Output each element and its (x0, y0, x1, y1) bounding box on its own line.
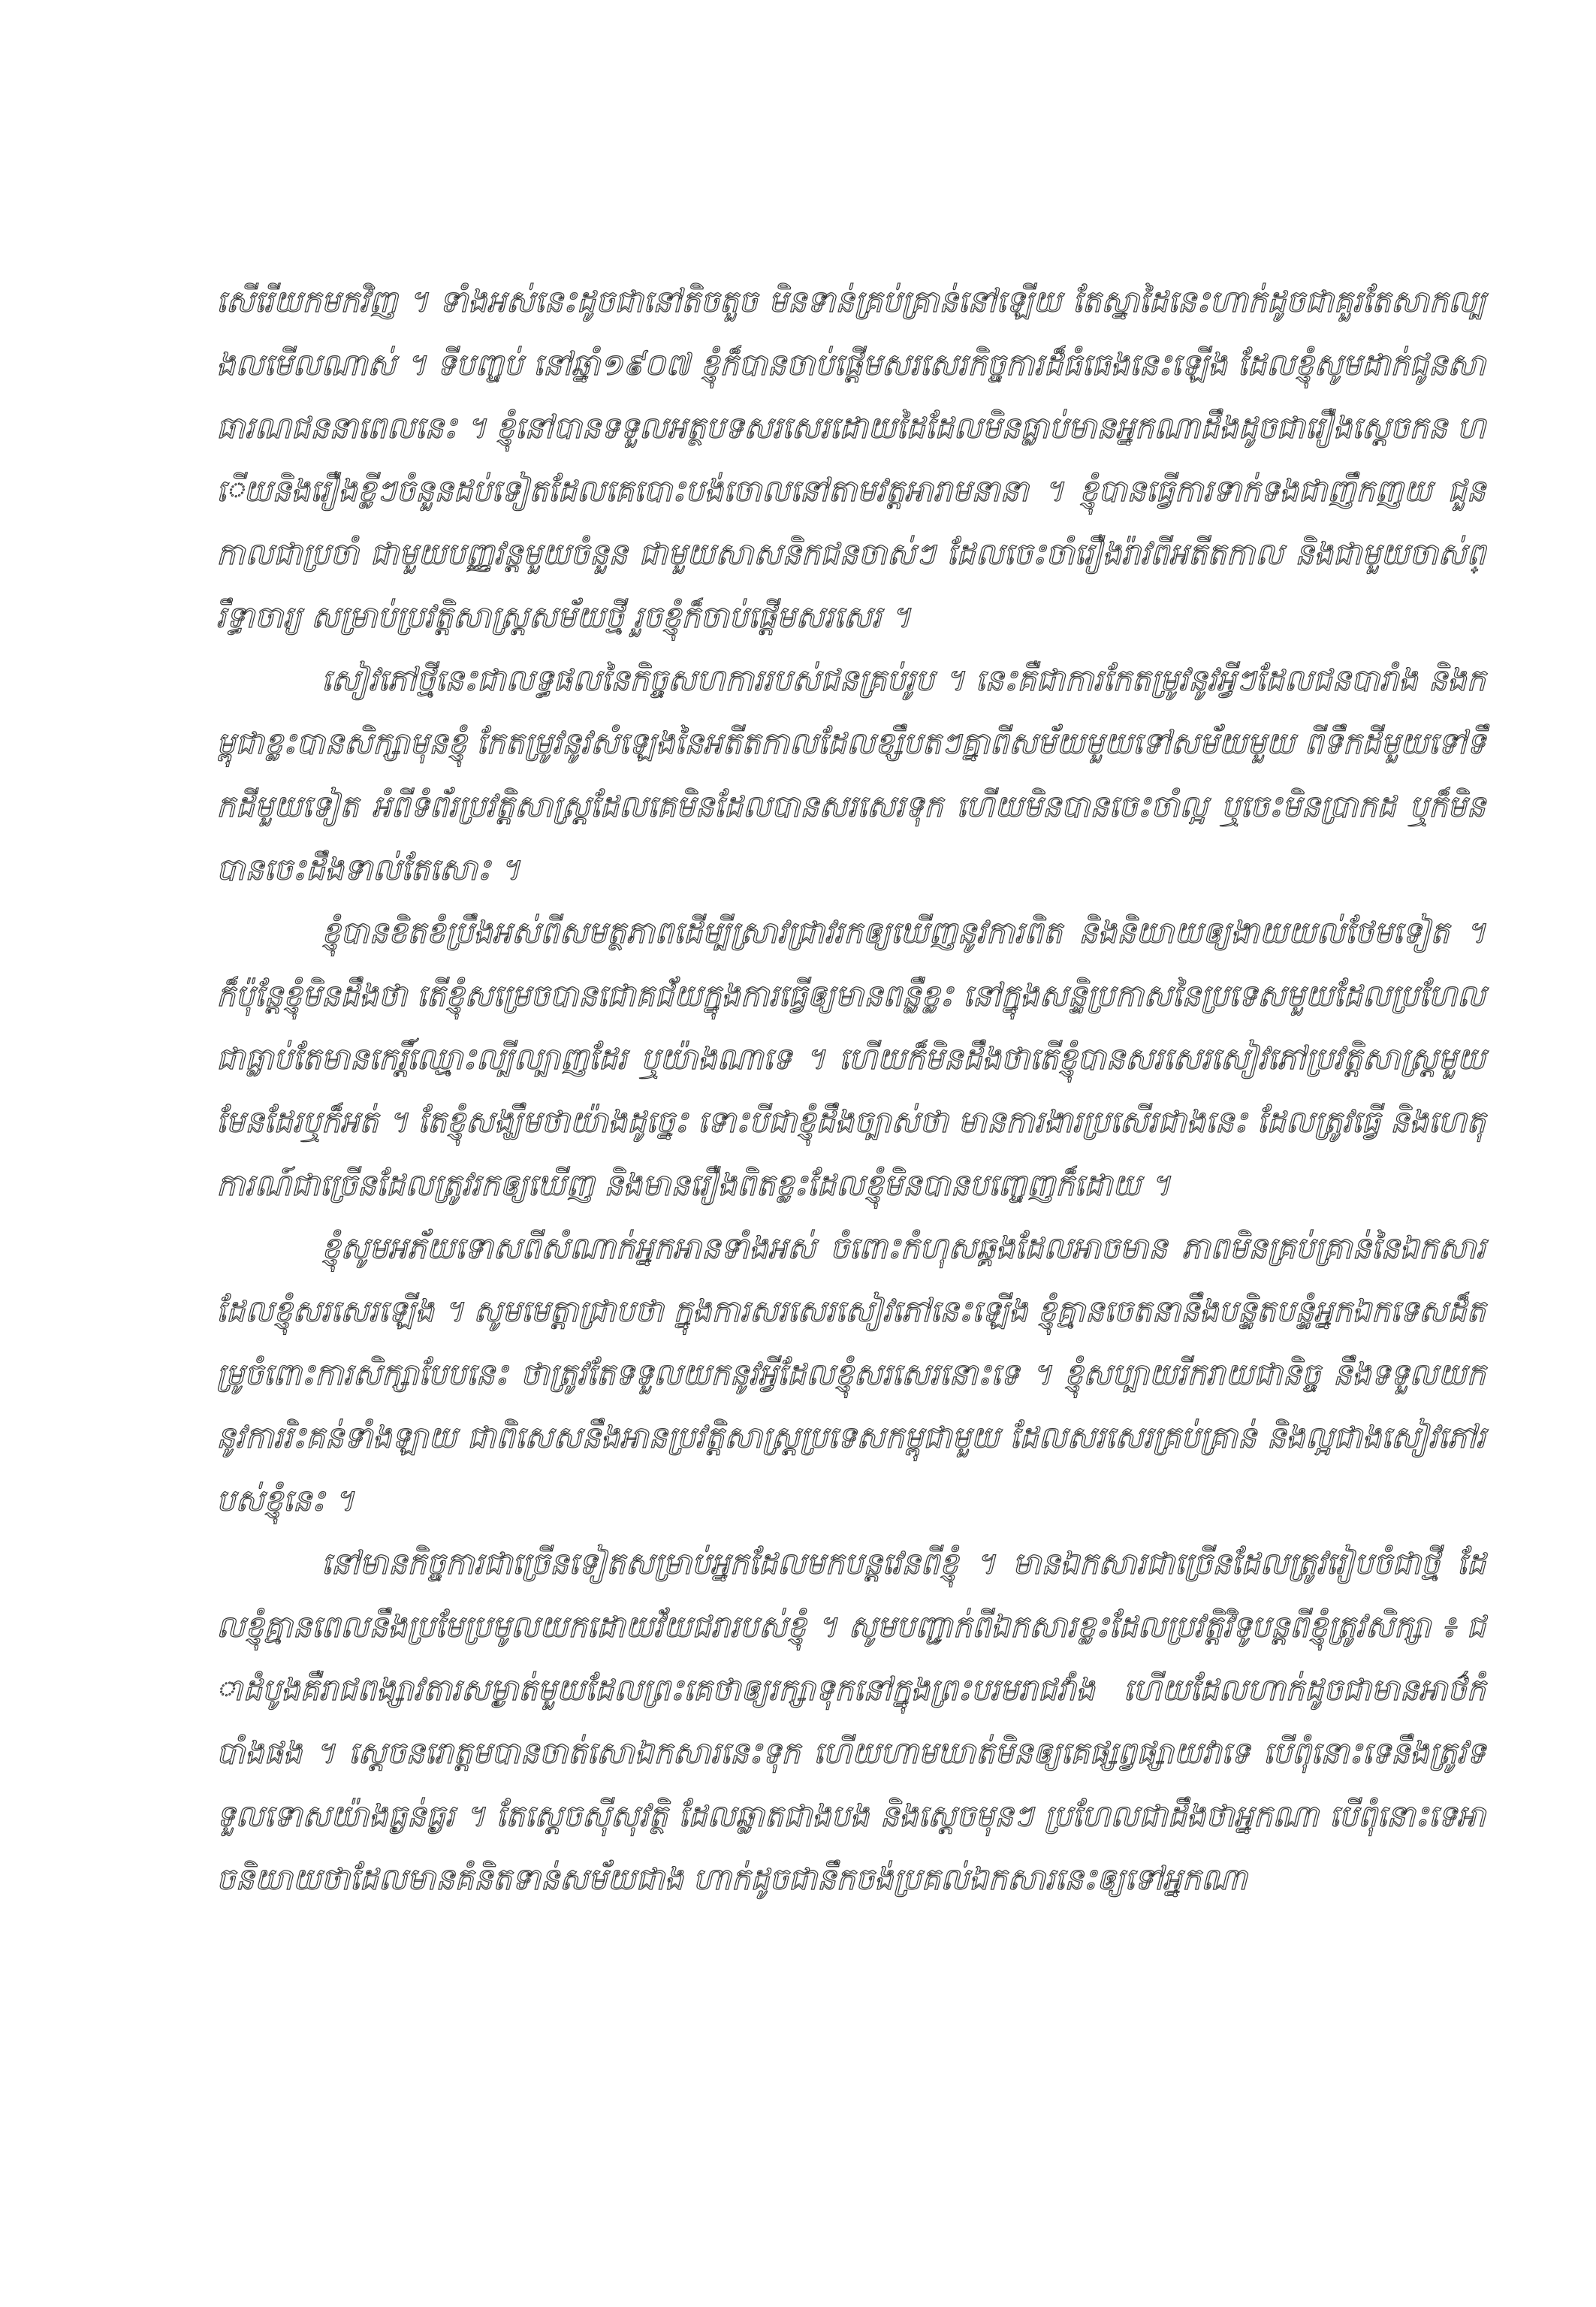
paragraph: ខ្ញុំបានខិតខំប្រឹងអស់ពីសមត្ថភាពដើម្បីស្រាវជ្រាវរកឲ្យឃើញនូវការពិត និងនិយាយឲ្យងាយយល់ថែមទៀត ។ ក៏ប៉ុន្តែខ្ញុំមិនដឹងថា តើខ្ញុំសម្រេចបានជោគជ័យក្នុងការធ្វើឲ្យមានពន្លឺខ្លះ នៅក្នុងសន្ទិប្រកាសនៃប្រទេសមួយដែលប្រហែលជាធ្លាប់តែមានកេរ្តិ៍ឈ្មោះល្បីល្បាញដែរ ឬយ៉ាងណាទេ ។ ហើយក៏មិនដឹងថាតើខ្ញុំបានសរសេរសៀវភៅប្រវត្តិសាស្ត្រមួយមែនដែរឬក៏អត់ ។ តែខ្ញុំសង្ឃឹមថាយ៉ាងដូច្នេះ ទោះបីជាខ្ញុំដឹងច្បាស់ថា មានការងារប្រសើរជាងនេះ ដែលត្រូវធ្វើ និងហេតុការណ៍ជាច្រើនដែលត្រូវរកឲ្យឃើញ និងមានរឿងពិតខ្លះដែលខ្ញុំមិនបានបញ្ចេញក៏ដោយ ។ (216, 916, 1486, 1203)
paragraph: សៀវភៅថ្មីនេះជាលទ្ធផលនៃកិច្ចសហការរបស់ជនគ្រប់រូប ។ នេះគឺជាការកែតម្រូវនូវអ្វីៗដែលជនបារាំង និងកម្ពុជាខ្លះបានសិក្សាមុនខ្ញុំ កែតម្រូវនូវសំឡេងនៃអតីតកាលដែលខ្សឹបតៗគ្នាពីសម័យមួយទៅសម័យមួយ ពីទឹកដីមួយទៅទឹកដីមួយទៀត អំពីទំព័រប្រវត្តិសាស្ត្រដែលគេមិនដែលបានសរសេរទុក ហើយមិនបានចេះចាំល្អ ឬចេះមិនប្រាកដ ឬក៏មិនបានចេះដឹងទាល់តែសោះ ។ (216, 663, 1486, 887)
body-text (216, 270, 1486, 1911)
paragraph: សើរើយកមកវិញ ។ ទាំងអស់នេះដូចជានៅតិចតួច មិនទាន់គ្រប់គ្រាន់នៅឡើយ តែស្នាដៃនេះហាក់ដូចជាគួរតែសាកល្បងលមើលណាស់ ។ ទីបញ្ចប់ នៅឆ្នាំ១៩០៧ ខ្ញុំក៏បានចាប់ផ្តើមសរសេរកិច្ចការដ៏ធំធេងនេះឡើង ដែលខ្ញុំសូមដាក់ជូនសាធារណជននាពេលនេះ ។ ខ្ញុំនៅបានទទួលអត្ថបទសរសេរដោយដៃដែលមិនធ្លាប់មានអ្នកណាដឹងដូចជារឿងស្តេចកន ហើយនិងរឿងខ្លីៗចំនួនដប់ទៀតដែលគេបោះបង់ចោលនៅតាមវត្តអារាមនានា ។ ខ្ញុំបានធ្វើការទាក់ទងជាញឹកញយ ជួនកាលជាប្រចាំ ជាមួយបញ្ញវន្តមួយចំនួន ជាមួយសាសនិកជនចាស់ៗ ដែលចេះចាំរឿងរ៉ាវពីអតីតកាល និងជាមួយចាស់ព្រឹទ្ធាចារ្យ សម្រាប់ប្រវត្តិសាស្ត្រសម័យថ្មី រួចខ្ញុំក៏ចាប់ផ្តើមសរសេរ ។ (216, 285, 1486, 635)
paragraph: ខ្ញុំសូមអភ័យទោសពីសំណាក់អ្នកអានទាំងអស់ ចំពោះកំហុសឆ្គងដែលអាចមាន ភាពមិនគ្រប់គ្រាន់នៃឯកសារ ដែលខ្ញុំសរសេរឡើង ។ សូមមេត្តាជ្រាបថា ក្នុងការសរសេរសៀវភៅនេះឡើង ខ្ញុំគ្មានចេតនានឹងបន្ទិតបន្ទំអ្នកឯកទេសដ៏តម្រូចំពោះការសិក្សាបែបនេះ ថាត្រូវតែទទួលយកនូវអ្វីដែលខ្ញុំសរសេរនោះទេ ។ ខ្ញុំសប្បាយរីករាយជានិច្ច នឹងទទួលយកនូវការរិះគន់ទាំងឡាយ ជាពិសេសនឹងអានប្រវត្តិសាស្ត្រប្រទេសកម្ពុជាមួយ ដែលសរសេរគ្រប់គ្រាន់ និងល្អជាងសៀវភៅរបស់ខ្ញុំនេះ ។ (216, 1231, 1486, 1518)
paragraph: នៅមានកិច្ចការជាច្រើនទៀតសម្រាប់អ្នកដែលមកបន្តវេនពីខ្ញុំ ។ មានឯកសារជាច្រើនដែលត្រូវរៀបចំជាថ្មី ដែលខ្ញុំគ្មានពេលនឹងប្រមែប្រមូលយកដោយវ័យជរារបស់ខ្ញុំ ។ សូមបញ្ជាក់ពីឯកសារខ្លះដែលប្រវត្តិវិទូបន្តពីខ្ញុំត្រូវសិក្សា ៖ ជាដំបូងគឺរាជពង្សាវតារសម្ងាត់មួយដែលព្រះគេថាឲ្យរក្សាទុកនៅក្នុងព្រះបរមរាជវាំង ហើយដែលហាក់ដូចជាមានអាថ៌កំបាំងផង ។ ស្តេចនរោត្តមបានចាត់សោឯកសារនេះទុក ហើយហាមឃាត់មិនឲ្យគេផ្សព្វផ្សាយវាទេ បើពុំនោះទេនឹងត្រូវទទួលទោសយ៉ាងធ្ងន់ធ្ងរ ។ តែស្តេចស៊ីសុវត្ថិ ដែលឆ្លាតជាងបង និងស្តេចមុនៗ ប្រហែលជាដឹងថាអ្នកណា បើពុំនោះទេអាចនិយាយថាដែលមានគំនិតទាន់សម័យជាង ហាក់ដូចជានឹកចង់ប្រគល់ឯកសារនេះឲ្យទៅអ្នកណា (216, 1547, 1486, 1897)
